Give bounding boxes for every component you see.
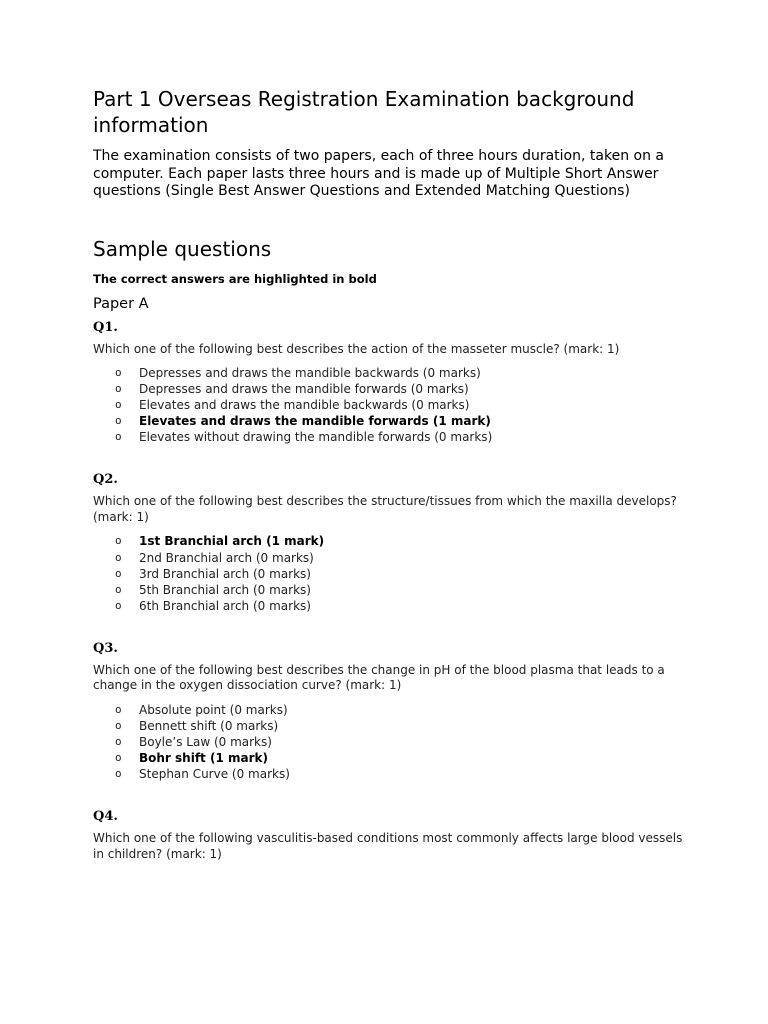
sample-questions-heading: Sample questions <box>93 236 272 261</box>
bullet-icon: o <box>115 767 122 781</box>
answer-option-text: Depresses and draws the mandible forwards (0 marks) <box>139 382 469 397</box>
question-number: Q2. <box>93 472 118 488</box>
answer-option-text: Absolute point (0 marks) <box>139 702 288 717</box>
question-text: Which one of the following vasculitis-based conditions most commonly affects large blood vessels in children? (mark: 1) <box>93 831 683 861</box>
answer-option-text: Bennett shift (0 marks) <box>139 719 279 734</box>
question-text: Which one of the following best describes the structure/tissues from which the maxilla develops? (mark: 1) <box>93 494 677 524</box>
answer-option <box>93 429 693 445</box>
answer-option <box>93 397 693 413</box>
question-block-4 <box>93 808 693 862</box>
answer-option <box>93 550 693 566</box>
bullet-icon: o <box>115 735 122 749</box>
answer-options <box>93 702 693 782</box>
answer-option-text: Elevates and draws the mandible forwards (1 mark) <box>139 414 491 429</box>
document-title: Part 1 Overseas Registration Examination background information <box>93 87 635 137</box>
answer-option-text: Elevates and draws the mandible backwards (0 marks) <box>139 398 470 413</box>
answer-option <box>93 718 693 734</box>
correct-answer-option <box>93 750 693 766</box>
answer-option <box>93 582 693 598</box>
answer-option <box>93 598 693 614</box>
question-text: Which one of the following best describes the change in pH of the blood plasma that leads to a change in the oxygen dissociation curve? (mark: 1) <box>93 662 665 693</box>
question-number: Q1. <box>93 319 118 335</box>
answer-option <box>93 566 693 582</box>
answer-option-text: 5th Branchial arch (0 marks) <box>139 582 311 597</box>
bullet-icon: o <box>115 398 122 412</box>
question-block-3 <box>93 640 693 782</box>
bullet-icon: o <box>115 751 122 765</box>
bullet-icon: o <box>115 598 122 612</box>
answer-option <box>93 734 693 750</box>
bullet-icon: o <box>115 566 122 580</box>
bullet-icon: o <box>115 430 122 444</box>
answer-options <box>93 533 693 613</box>
bullet-icon: o <box>115 382 122 396</box>
question-number: Q3. <box>93 640 118 656</box>
paper-label: Paper A <box>93 295 149 312</box>
bullet-icon: o <box>115 719 122 733</box>
document-page <box>93 86 693 862</box>
intro-paragraph: The examination consists of two papers, each of three hours duration, taken on a computer. Each paper lasts three hours and is made up of Multiple Short Answer questions (Single Best Answer Questions and Extended Matching Questions) <box>93 148 664 199</box>
correct-answer-option <box>93 533 693 549</box>
answer-option-text: Bohr shift (1 mark) <box>139 751 268 766</box>
answer-option-text: 1st Branchial arch (1 mark) <box>139 534 325 549</box>
answer-options <box>93 365 693 445</box>
bullet-icon: o <box>115 702 122 716</box>
answer-option <box>93 766 693 782</box>
bullet-icon: o <box>115 414 122 428</box>
answer-option-text: Stephan Curve (0 marks) <box>139 767 290 782</box>
answer-option-text: 2nd Branchial arch (0 marks) <box>139 550 314 565</box>
answers-note: The correct answers are highlighted in bold <box>93 271 377 286</box>
correct-answer-option <box>93 413 693 429</box>
bullet-icon: o <box>115 534 122 548</box>
answer-option-text: Boyle’s Law (0 marks) <box>139 735 272 750</box>
bullet-icon: o <box>115 550 122 564</box>
bullet-icon: o <box>115 582 122 596</box>
answer-option <box>93 381 693 397</box>
question-number: Q4. <box>93 809 118 825</box>
answer-option-text: Elevates without drawing the mandible forwards (0 marks) <box>139 430 493 445</box>
bullet-icon: o <box>115 366 122 379</box>
question-text: Which one of the following best describes the action of the masseter muscle? (mark: 1) <box>93 341 620 356</box>
answer-option-text: 6th Branchial arch (0 marks) <box>139 598 311 613</box>
answer-option-text: Depresses and draws the mandible backwards (0 marks) <box>139 366 481 380</box>
answer-option-text: 3rd Branchial arch (0 marks) <box>139 566 311 581</box>
answer-option <box>93 702 693 718</box>
answer-option <box>93 365 693 381</box>
question-block-2 <box>93 471 693 613</box>
question-block-1 <box>93 319 693 446</box>
